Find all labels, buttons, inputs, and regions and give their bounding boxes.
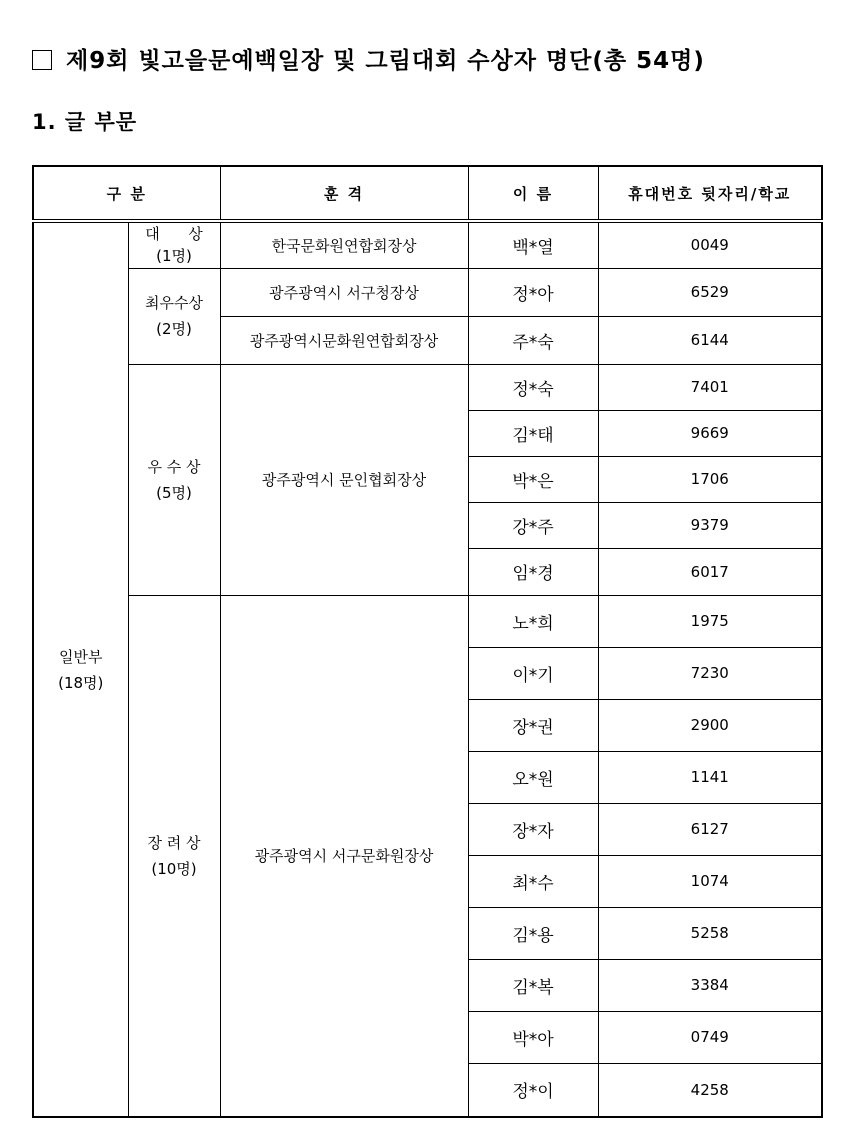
division-cell [33, 221, 128, 1117]
phone-cell: 0049 [598, 221, 822, 268]
group-label: 우 수 상 [147, 457, 201, 476]
phone-cell: 4258 [598, 1063, 822, 1117]
name-cell: 김*태 [468, 410, 598, 456]
header-award: 훈 격 [220, 166, 468, 221]
name-cell: 김*복 [468, 959, 598, 1011]
division-count: (18명) [58, 673, 104, 692]
group-count: (10명) [151, 859, 197, 878]
group-cell-top [128, 268, 220, 364]
section-heading: 1. 글 부문 [32, 110, 138, 134]
award-cell: 광주광역시 서구문화원장상 [220, 595, 468, 1117]
table-row [33, 268, 822, 316]
phone-cell: 7401 [598, 364, 822, 410]
group-count: (1명) [156, 247, 192, 266]
table-row [33, 595, 822, 647]
phone-cell: 7230 [598, 647, 822, 699]
phone-cell: 1141 [598, 751, 822, 803]
name-cell: 최*수 [468, 855, 598, 907]
name-cell: 오*원 [468, 751, 598, 803]
name-cell: 노*희 [468, 595, 598, 647]
table-row [33, 364, 822, 410]
division-label: 일반부 [59, 647, 103, 666]
phone-cell: 0749 [598, 1011, 822, 1063]
name-cell: 김*용 [468, 907, 598, 959]
phone-cell: 9379 [598, 502, 822, 548]
name-cell: 임*경 [468, 548, 598, 595]
phone-cell: 1975 [598, 595, 822, 647]
group-count: (2명) [156, 320, 192, 338]
header-name: 이 름 [468, 166, 598, 221]
phone-cell: 3384 [598, 959, 822, 1011]
table-header-row [33, 166, 822, 221]
group-cell-grand [128, 221, 220, 268]
checkbox-square-icon [32, 50, 52, 70]
name-cell: 강*주 [468, 502, 598, 548]
phone-cell: 2900 [598, 699, 822, 751]
phone-cell: 9669 [598, 410, 822, 456]
award-cell: 광주광역시문화원연합회장상 [220, 316, 468, 364]
phone-cell: 1706 [598, 456, 822, 502]
award-cell: 광주광역시 문인협회장상 [220, 364, 468, 595]
phone-cell: 1074 [598, 855, 822, 907]
name-cell: 정*아 [468, 268, 598, 316]
phone-cell: 6127 [598, 803, 822, 855]
name-cell: 정*숙 [468, 364, 598, 410]
name-cell: 정*이 [468, 1063, 598, 1117]
group-label: 장 려 상 [147, 833, 201, 852]
name-cell: 백*열 [468, 221, 598, 268]
name-cell: 이*기 [468, 647, 598, 699]
header-category: 구 분 [33, 166, 220, 221]
group-cell-encouragement [128, 595, 220, 1117]
table-row [33, 221, 822, 268]
award-cell: 광주광역시 서구청장상 [220, 268, 468, 316]
group-label: 대 상 [145, 225, 203, 244]
document-title [32, 42, 705, 75]
name-cell: 박*아 [468, 1011, 598, 1063]
title-text: 제9회 빛고을문예백일장 및 그림대회 수상자 명단(총 54명) [66, 48, 705, 74]
phone-cell: 6529 [598, 268, 822, 316]
award-cell: 한국문화원연합회장상 [220, 221, 468, 268]
awards-table [32, 165, 823, 1118]
group-label: 최우수상 [145, 294, 203, 312]
name-cell: 장*권 [468, 699, 598, 751]
group-count: (5명) [156, 483, 192, 502]
header-phone: 휴대번호 뒷자리/학교 [598, 166, 822, 221]
phone-cell: 6017 [598, 548, 822, 595]
group-cell-excellence [128, 364, 220, 595]
name-cell: 장*자 [468, 803, 598, 855]
phone-cell: 6144 [598, 316, 822, 364]
name-cell: 주*숙 [468, 316, 598, 364]
phone-cell: 5258 [598, 907, 822, 959]
name-cell: 박*은 [468, 456, 598, 502]
